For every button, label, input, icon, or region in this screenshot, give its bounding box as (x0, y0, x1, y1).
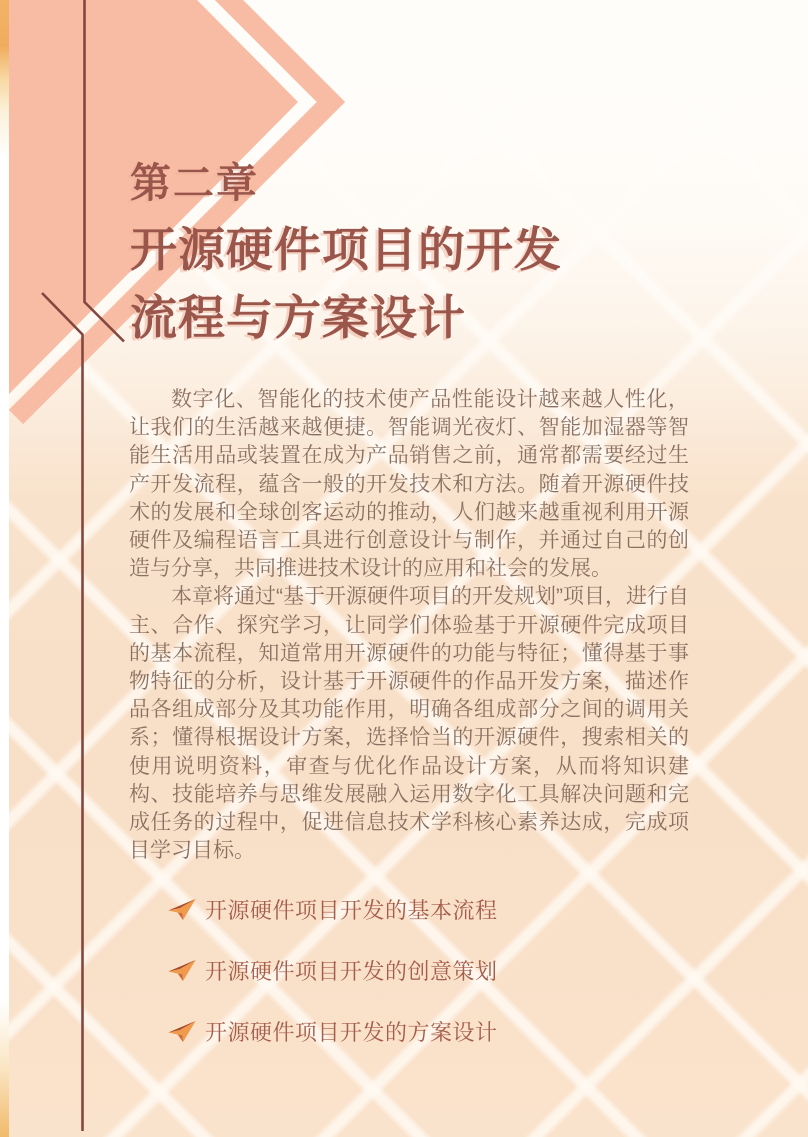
section-item-label: 开源硬件项目开发的方案设计 (205, 1019, 498, 1045)
section-item-2 (168, 956, 648, 984)
chapter-number: 第二章 (130, 160, 259, 206)
chapter-title-line1: 开源硬件项目的开发 (130, 223, 562, 276)
section-list (168, 895, 648, 1078)
page-edge-strip (0, 0, 9, 1137)
paper-plane-icon (168, 959, 196, 982)
chapter-intro (129, 386, 689, 865)
paper-plane-icon (168, 898, 196, 921)
corner-line-diagonal (42, 293, 83, 1131)
chapter-heading (130, 160, 750, 362)
intro-paragraph-2: 本章将通过“基于开源硬件项目的开发规划”项目，进行自主、合作、探究学习，让同学们体验基于开源硬件完成项目的基本流程，知道常用开源硬件的功能与特征；懂得基于事物特征的分析，设计基于开源硬件的作品开发方案，描述作品各组成部分及其功能作用，明确各组成部分之间的调用关系；懂得根据设计方案，选择恰当的开源硬件，搜索相关的使用说明资料，审查与优化作品设计方案，从而将知识建构、技能培养与思维发展融入运用数字化工具解决问题和完成任务的过程中，促进信息技术学科核心素养达成，完成项目学习目标。 (129, 585, 689, 863)
intro-paragraph-1: 数字化、智能化的技术使产品性能设计越来越人性化，让我们的生活越来越便捷。智能调光夜灯、智能加湿器等智能生活用品或装置在成为产品销售之前，通常都需要经过生产开发流程，蕴含一般的开发技术和方法。随着开源硬件技术的发展和全球创客运动的推动，人们越来越重视利用开源硬件及编程语言工具进行创意设计与制作，并通过自己的创造与分享，共同推进技术设计的应用和社会的发展。 (129, 388, 689, 581)
paper-plane-icon (168, 1020, 196, 1043)
section-item-label: 开源硬件项目开发的创意策划 (205, 958, 498, 984)
section-item-label: 开源硬件项目开发的基本流程 (205, 897, 498, 923)
section-item-3 (168, 1017, 648, 1045)
section-item-1 (168, 895, 648, 923)
chapter-title-line2: 流程与方案设计 (130, 291, 466, 344)
